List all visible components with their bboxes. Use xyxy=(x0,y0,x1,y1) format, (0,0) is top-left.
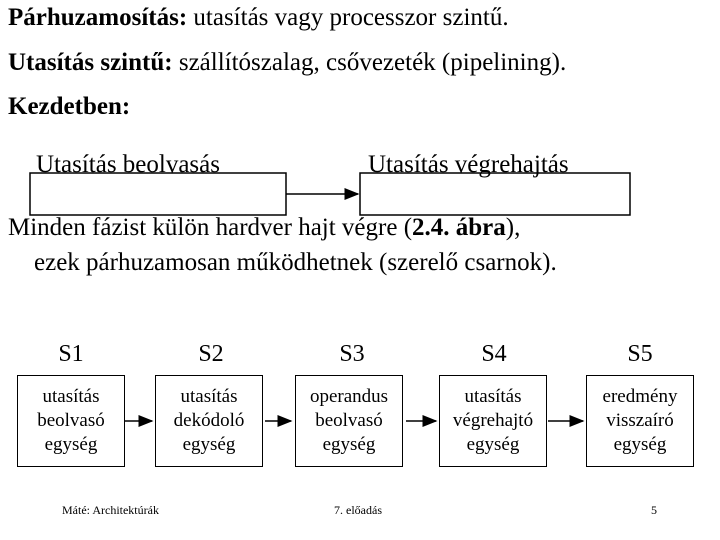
footer-author: Máté: Architektúrák xyxy=(62,503,159,517)
unit-s4-line3: egység xyxy=(466,434,520,455)
unit-s1-line3: egység xyxy=(44,434,98,455)
phase-fetch-label: Utasítás beolvasás xyxy=(36,151,220,178)
unit-s4 xyxy=(439,375,547,467)
heading-1-bold: Párhuzamosítás: xyxy=(8,4,188,31)
unit-s1-line2: beolvasó xyxy=(37,410,105,431)
stage-label-s5: S5 xyxy=(627,341,653,367)
stage-label-s1: S1 xyxy=(58,341,84,367)
heading-3-bold: Kezdetben: xyxy=(8,93,131,120)
stage-label-s3: S3 xyxy=(339,341,365,367)
phase-execute-label: Utasítás végrehajtás xyxy=(368,151,569,178)
heading-line-3 xyxy=(8,92,130,122)
stage-label-s2: S2 xyxy=(198,341,224,367)
unit-s5-line3: egység xyxy=(613,434,667,455)
unit-s1 xyxy=(17,375,125,467)
heading-2-text: szállítószalag, csővezeték (pipelining). xyxy=(172,49,567,76)
unit-s5-line2: visszaíró xyxy=(606,410,674,431)
page-number: 5 xyxy=(651,503,657,517)
note-text-1: Minden fázist külön hardver hajt végre ( xyxy=(8,214,413,241)
heading-line-2 xyxy=(8,48,566,78)
unit-s4-line2: végrehajtó xyxy=(452,410,534,431)
heading-1-text: utasítás vagy processzor szintű. xyxy=(187,4,509,31)
unit-s5 xyxy=(586,375,694,467)
unit-s4-line1: utasítás xyxy=(464,386,522,407)
note-line-2: ezek párhuzamosan működhetnek (szerelő csarnok). xyxy=(34,249,557,276)
stage-label-s4: S4 xyxy=(481,341,507,367)
unit-s2 xyxy=(155,375,263,467)
heading-2-bold: Utasítás szintű: xyxy=(8,49,173,76)
unit-s2-line3: egység xyxy=(182,434,236,455)
unit-s2-line2: dekódoló xyxy=(173,410,245,431)
unit-s5-line1: eredmény xyxy=(602,386,678,407)
unit-s1-line1: utasítás xyxy=(42,386,100,407)
unit-s3-line1: operandus xyxy=(309,386,389,407)
unit-s2-line1: utasítás xyxy=(180,386,238,407)
unit-s3-line2: beolvasó xyxy=(315,410,383,431)
heading-line-1 xyxy=(8,3,509,33)
note-line-1 xyxy=(8,213,520,243)
footer-lecture: 7. előadás xyxy=(334,503,382,517)
note-text-2: ), xyxy=(505,214,521,241)
note-figure-ref: 2.4. ábra xyxy=(412,214,506,241)
unit-s3 xyxy=(295,375,403,467)
unit-s3-line3: egység xyxy=(322,434,376,455)
